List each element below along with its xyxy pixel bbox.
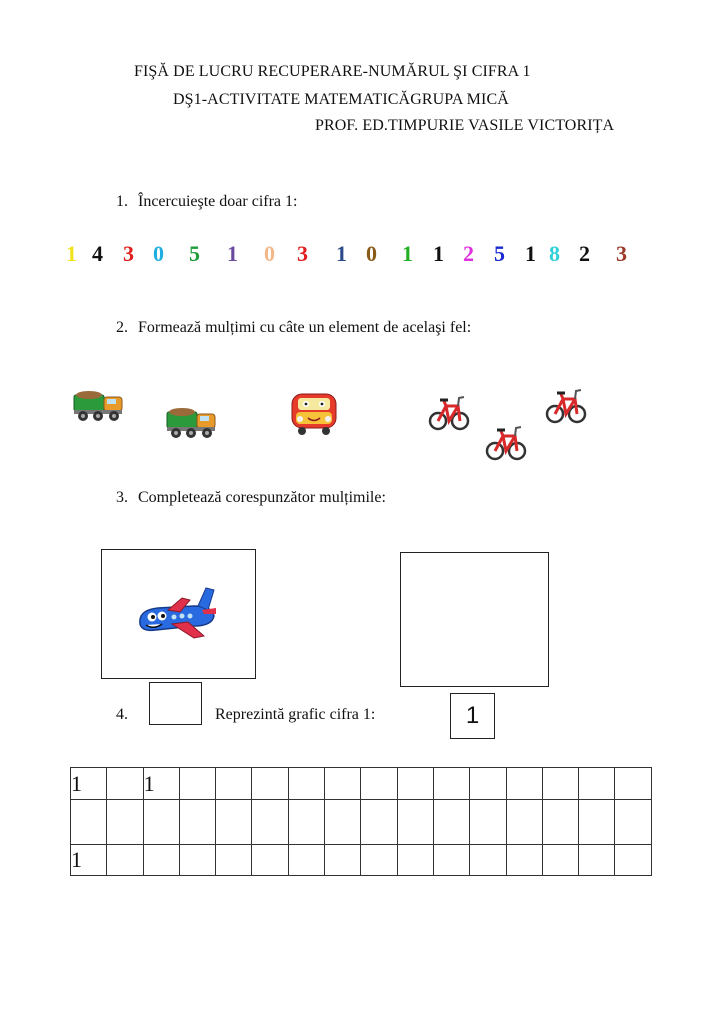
digit-item[interactable]: 1 bbox=[433, 241, 444, 266]
grid-cell[interactable] bbox=[179, 768, 215, 800]
grid-cell[interactable] bbox=[252, 800, 288, 845]
bus-icon[interactable] bbox=[288, 390, 340, 436]
grid-row bbox=[71, 768, 652, 800]
grid-cell[interactable] bbox=[325, 800, 361, 845]
grid-cell[interactable] bbox=[252, 845, 288, 876]
digit-item[interactable]: 8 bbox=[549, 241, 560, 266]
task-2-number: 2. bbox=[116, 319, 128, 336]
digit-item[interactable]: 0 bbox=[366, 241, 377, 266]
task-2-text: Formează mulțimi cu câte un element de acelaşi fel: bbox=[138, 319, 472, 336]
grid-cell[interactable] bbox=[397, 800, 433, 845]
grid-cell[interactable] bbox=[143, 800, 179, 845]
digit-item[interactable]: 3 bbox=[123, 241, 134, 266]
digit-item[interactable]: 5 bbox=[494, 241, 505, 266]
grid-cell[interactable] bbox=[615, 845, 651, 876]
digit-item[interactable]: 5 bbox=[189, 241, 200, 266]
writing-grid bbox=[70, 767, 652, 876]
grid-cell[interactable] bbox=[107, 800, 143, 845]
set-box-empty[interactable] bbox=[400, 552, 549, 687]
grid-cell[interactable] bbox=[216, 768, 252, 800]
header-line-2: DŞ1-ACTIVITATE MATEMATICĂGRUPA MICĂ bbox=[173, 91, 509, 108]
grid-cell[interactable] bbox=[542, 800, 578, 845]
task-4-number: 4. bbox=[116, 706, 128, 723]
grid-cell[interactable] bbox=[397, 845, 433, 876]
grid-cell[interactable] bbox=[107, 768, 143, 800]
task-1-heading bbox=[116, 193, 297, 211]
digit-item[interactable]: 1 bbox=[66, 241, 77, 266]
grid-cell[interactable] bbox=[252, 768, 288, 800]
bicycle-icon[interactable] bbox=[485, 418, 527, 464]
grid-cell[interactable] bbox=[288, 800, 324, 845]
digit-row bbox=[0, 241, 724, 271]
grid-cell[interactable]: 1 bbox=[71, 768, 107, 800]
digit-item[interactable]: 0 bbox=[264, 241, 275, 266]
grid-cell[interactable] bbox=[107, 845, 143, 876]
truck-icon[interactable] bbox=[72, 387, 126, 423]
grid-cell[interactable] bbox=[433, 768, 469, 800]
header-line-3: PROF. ED.TIMPURIE VASILE VICTORIȚA bbox=[315, 117, 615, 134]
digit-item[interactable]: 1 bbox=[227, 241, 238, 266]
grid-cell[interactable] bbox=[433, 845, 469, 876]
grid-cell[interactable] bbox=[579, 800, 615, 845]
grid-cell[interactable] bbox=[470, 768, 506, 800]
grid-cell[interactable] bbox=[325, 845, 361, 876]
grid-cell[interactable] bbox=[143, 845, 179, 876]
task-4-text: Reprezintă grafic cifra 1: bbox=[215, 706, 376, 723]
grid-cell[interactable] bbox=[506, 800, 542, 845]
digit-item[interactable]: 3 bbox=[297, 241, 308, 266]
digit-item[interactable]: 2 bbox=[463, 241, 474, 266]
bicycle-icon[interactable] bbox=[428, 390, 470, 434]
answer-box[interactable] bbox=[149, 682, 202, 725]
grid-cell[interactable] bbox=[216, 845, 252, 876]
grid-cell[interactable] bbox=[542, 768, 578, 800]
digit-item[interactable]: 1 bbox=[525, 241, 536, 266]
grid-cell[interactable] bbox=[216, 800, 252, 845]
grid-cell[interactable] bbox=[71, 800, 107, 845]
grid-row bbox=[71, 800, 652, 845]
grid-cell[interactable] bbox=[470, 800, 506, 845]
grid-cell[interactable] bbox=[179, 845, 215, 876]
task-3-number: 3. bbox=[116, 489, 128, 506]
task-3-text: Completează corespunzător mulțimile: bbox=[138, 489, 386, 506]
truck-icon[interactable] bbox=[165, 404, 219, 440]
grid-cell[interactable] bbox=[288, 768, 324, 800]
grid-cell[interactable] bbox=[615, 768, 651, 800]
digit-item[interactable]: 2 bbox=[579, 241, 590, 266]
grid-cell[interactable] bbox=[579, 768, 615, 800]
grid-cell[interactable] bbox=[433, 800, 469, 845]
grid-cell[interactable] bbox=[288, 845, 324, 876]
task-2-heading bbox=[116, 319, 471, 337]
grid-cell[interactable] bbox=[325, 768, 361, 800]
grid-cell[interactable] bbox=[397, 768, 433, 800]
grid-cell[interactable] bbox=[542, 845, 578, 876]
digit-item[interactable]: 1 bbox=[336, 241, 347, 266]
grid-cell[interactable] bbox=[506, 845, 542, 876]
digit-item[interactable]: 1 bbox=[402, 241, 413, 266]
grid-cell[interactable] bbox=[579, 845, 615, 876]
task-1-number: 1. bbox=[116, 193, 128, 210]
grid-row bbox=[71, 845, 652, 876]
digit-item[interactable]: 3 bbox=[616, 241, 627, 266]
grid-cell[interactable]: 1 bbox=[143, 768, 179, 800]
grid-cell[interactable] bbox=[615, 800, 651, 845]
bicycle-icon[interactable] bbox=[545, 381, 587, 427]
grid-cell[interactable]: 1 bbox=[71, 845, 107, 876]
header-line-1: FIŞĂ DE LUCRU RECUPERARE-NUMĂRUL ŞI CIFRA 1 bbox=[134, 63, 531, 80]
grid-cell[interactable] bbox=[361, 845, 397, 876]
airplane-icon bbox=[132, 586, 218, 646]
digit-item[interactable]: 4 bbox=[92, 241, 103, 266]
task-3-heading bbox=[116, 489, 386, 507]
task-1-text: Încercuieşte doar cifra 1: bbox=[138, 193, 298, 210]
grid-cell[interactable] bbox=[506, 768, 542, 800]
grid-cell[interactable] bbox=[470, 845, 506, 876]
digit-item[interactable]: 0 bbox=[153, 241, 164, 266]
digit-one-box-text: 1 bbox=[465, 702, 480, 729]
digit-one-box bbox=[450, 693, 495, 739]
grid-cell[interactable] bbox=[179, 800, 215, 845]
grid-cell[interactable] bbox=[361, 800, 397, 845]
grid-cell[interactable] bbox=[361, 768, 397, 800]
